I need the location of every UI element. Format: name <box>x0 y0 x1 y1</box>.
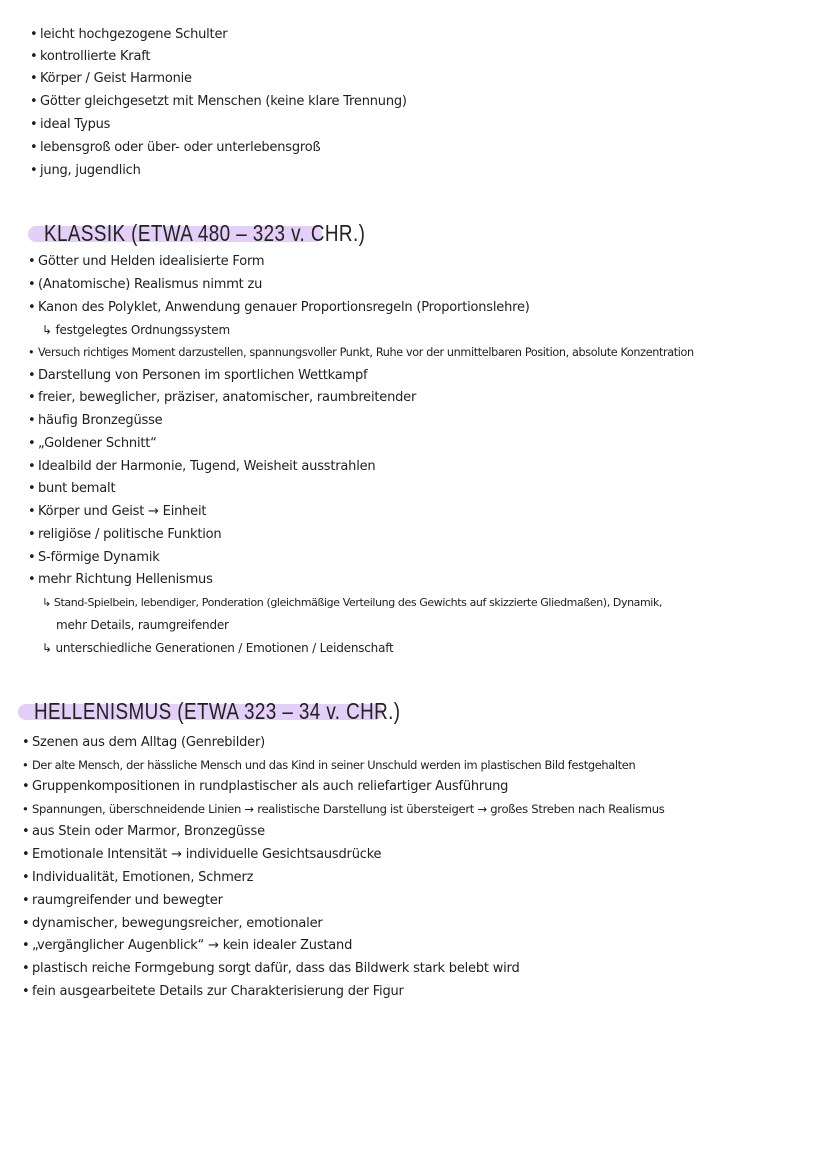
sub-item: ↳ festgelegtes Ordnungssystem <box>42 323 230 337</box>
sub-item: ↳ unterschiedliche Generationen / Emotionen / Leidenschaft <box>42 641 394 655</box>
list-item: • ideal Typus <box>30 117 111 132</box>
list-item: • (Anatomische) Realismus nimmt zu <box>28 277 263 292</box>
list-item: • Idealbild der Harmonie, Tugend, Weisheit ausstrahlen <box>28 459 376 474</box>
list-item: • Der alte Mensch, der hässliche Mensch und das Kind in seiner Unschuld werden im plastischen Bild festgehalten <box>22 758 636 772</box>
list-item: • häufig Bronzegüsse <box>28 413 163 428</box>
list-item: • „Goldener Schnitt“ <box>28 436 157 451</box>
list-item: • Individualität, Emotionen, Schmerz <box>22 870 254 885</box>
list-item: • fein ausgearbeitete Details zur Charakterisierung der Figur <box>22 984 404 999</box>
sub-item: mehr Details, raumgreifender <box>56 618 229 632</box>
list-item: • lebensgroß oder über- oder unterlebensgroß <box>30 140 321 155</box>
list-item: • bunt bemalt <box>28 481 116 496</box>
list-item: • Götter und Helden idealisierte Form <box>28 254 265 269</box>
list-item: • leicht hochgezogene Schulter <box>30 27 228 42</box>
list-item: • jung, jugendlich <box>30 163 141 178</box>
list-item: • „vergänglicher Augenblick“ → kein idealer Zustand <box>22 938 353 953</box>
list-item: • raumgreifender und bewegter <box>22 893 223 908</box>
list-item: • Emotionale Intensität → individuelle Gesichtsausdrücke <box>22 847 382 862</box>
list-item: • Götter gleichgesetzt mit Menschen (keine klare Trennung) <box>30 94 407 109</box>
list-item: • dynamischer, bewegungsreicher, emotionaler <box>22 916 323 931</box>
sub-item: ↳ Stand-Spielbein, lebendiger, Ponderation (gleichmäßige Verteilung des Gewichts auf skizzierte Gliedmaßen), Dynamik, <box>42 596 663 609</box>
list-item: • Kanon des Polyklet, Anwendung genauer Proportionsregeln (Proportionslehre) <box>28 300 530 315</box>
list-item: • Spannungen, überschneidende Linien → realistische Darstellung ist übersteigert → großes Streben nach Realismus <box>22 802 665 816</box>
list-item: • Versuch richtiges Moment darzustellen, spannungsvoller Punkt, Ruhe vor der unmittelbaren Position, absolute Konzentration <box>28 346 694 359</box>
list-item: • kontrollierte Kraft <box>30 49 151 64</box>
list-item: • freier, beweglicher, präziser, anatomischer, raumbreitender <box>28 390 417 405</box>
section-heading-hellenismus: HELLENISMUS (ETWA 323 – 34 v. CHR.) <box>34 698 401 724</box>
list-item: • Körper und Geist → Einheit <box>28 504 207 519</box>
section-heading-klassik: KLASSIK (ETWA 480 – 323 v. CHR.) <box>44 220 366 246</box>
list-item: • plastisch reiche Formgebung sorgt dafür, dass das Bildwerk stark belebt wird <box>22 961 520 976</box>
list-item: • S-förmige Dynamik <box>28 550 160 565</box>
list-item: • Gruppenkompositionen in rundplastischer als auch reliefartiger Ausführung <box>22 779 509 794</box>
list-item: • Darstellung von Personen im sportlichen Wettkampf <box>28 368 368 383</box>
list-item: • religiöse / politische Funktion <box>28 527 222 542</box>
list-item: • Szenen aus dem Alltag (Genrebilder) <box>22 735 265 750</box>
list-item: • Körper / Geist Harmonie <box>30 71 192 86</box>
list-item: • mehr Richtung Hellenismus <box>28 572 213 587</box>
list-item: • aus Stein oder Marmor, Bronzegüsse <box>22 824 265 839</box>
